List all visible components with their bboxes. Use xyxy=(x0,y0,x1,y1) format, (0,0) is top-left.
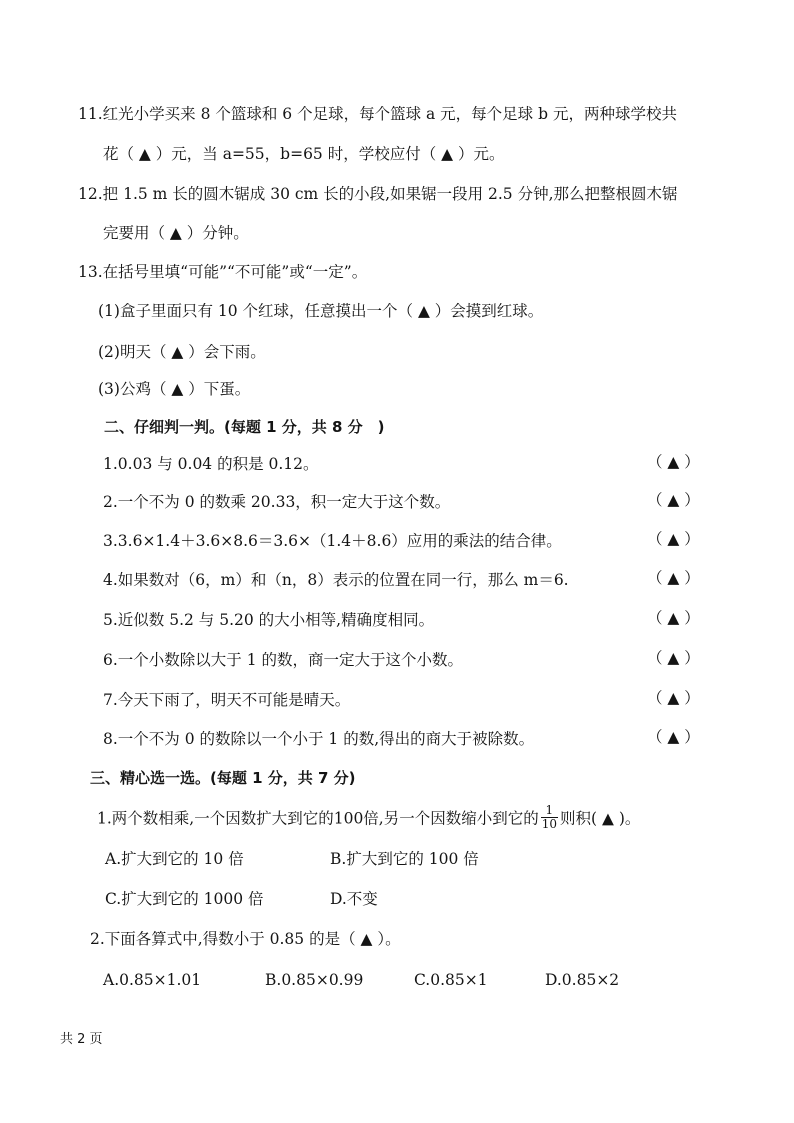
choice-q1-stem xyxy=(97,803,641,833)
choice-q1-stem-before: 1.两个数相乘,一个因数扩大到它的100倍,另一个因数缩小到它的 xyxy=(97,809,539,828)
choice-q1-stem-after: 则积( ▲ )。 xyxy=(560,809,641,828)
section-2-heading: 二、仔细判一判。(每题 1 分，共 8 分 ) xyxy=(104,418,385,436)
judge-mark-1: （ ▲ ） xyxy=(647,453,700,471)
page-count-footer: 共 2 页 xyxy=(60,1032,103,1047)
choice-q2-option-b: B.0.85×0.99 xyxy=(265,971,364,989)
judge-item-3: 3.3.6×1.4＋3.6×8.6＝3.6×（1.4＋8.6）应用的乘法的结合律。 xyxy=(103,532,562,550)
judge-mark-8: （ ▲ ） xyxy=(647,728,700,746)
judge-mark-2: （ ▲ ） xyxy=(647,491,700,509)
judge-mark-4: （ ▲ ） xyxy=(647,569,700,587)
question-11-line1: 11.红光小学买来 8 个篮球和 6 个足球，每个篮球 a 元，每个足球 b 元，两种球学校共 xyxy=(78,105,677,123)
judge-mark-3: （ ▲ ） xyxy=(647,530,700,548)
judge-item-4: 4.如果数对（6，m）和（n，8）表示的位置在同一行，那么 m＝6. xyxy=(103,571,569,589)
question-12-line2: 完要用（ ▲ ）分钟。 xyxy=(103,224,249,242)
judge-item-7: 7.今天下雨了，明天不可能是晴天。 xyxy=(103,691,351,709)
choice-q1-option-a: A.扩大到它的 10 倍 xyxy=(105,850,244,868)
choice-q2-option-c: C.0.85×1 xyxy=(414,971,488,989)
judge-mark-7: （ ▲ ） xyxy=(647,689,700,707)
choice-q2-option-a: A.0.85×1.01 xyxy=(103,971,202,989)
question-13-sub2: (2)明天（ ▲ ）会下雨。 xyxy=(98,343,266,361)
choice-q2-stem: 2.下面各算式中,得数小于 0.85 的是（ ▲ ）。 xyxy=(90,930,401,948)
fraction-one-tenth xyxy=(541,804,558,831)
question-13-stem: 13.在括号里填“可能”“不可能”或“一定”。 xyxy=(78,263,368,281)
choice-q1-option-b: B.扩大到它的 100 倍 xyxy=(330,850,479,868)
judge-item-6: 6.一个小数除以大于 1 的数，商一定大于这个小数。 xyxy=(103,651,464,669)
judge-item-5: 5.近似数 5.2 与 5.20 的大小相等,精确度相同。 xyxy=(103,611,435,629)
fraction-denominator: 10 xyxy=(541,817,558,831)
choice-q2-option-d: D.0.85×2 xyxy=(545,971,620,989)
judge-mark-6: （ ▲ ） xyxy=(647,649,700,667)
question-13-sub1: (1)盒子里面只有 10 个红球，任意摸出一个（ ▲ ）会摸到红球。 xyxy=(98,302,544,320)
choice-q1-option-c: C.扩大到它的 1000 倍 xyxy=(105,890,264,908)
judge-mark-5: （ ▲ ） xyxy=(647,609,700,627)
question-11-line2: 花（ ▲ ）元，当 a=55，b=65 时，学校应付（ ▲ ）元。 xyxy=(103,145,505,163)
fraction-numerator: 1 xyxy=(541,804,558,818)
section-3-heading: 三、精心选一选。(每题 1 分，共 7 分) xyxy=(90,769,356,787)
judge-item-1: 1.0.03 与 0.04 的积是 0.12。 xyxy=(103,455,319,473)
question-12-line1: 12.把 1.5 m 长的圆木锯成 30 cm 长的小段,如果锯一段用 2.5 分钟,那么把整根圆木锯 xyxy=(78,185,678,203)
judge-item-2: 2.一个不为 0 的数乘 20.33，积一定大于这个数。 xyxy=(103,493,451,511)
judge-item-8: 8.一个不为 0 的数除以一个小于 1 的数,得出的商大于被除数。 xyxy=(103,730,535,748)
choice-q1-option-d: D.不变 xyxy=(330,890,378,908)
question-13-sub3: (3)公鸡（ ▲ ）下蛋。 xyxy=(98,380,251,398)
